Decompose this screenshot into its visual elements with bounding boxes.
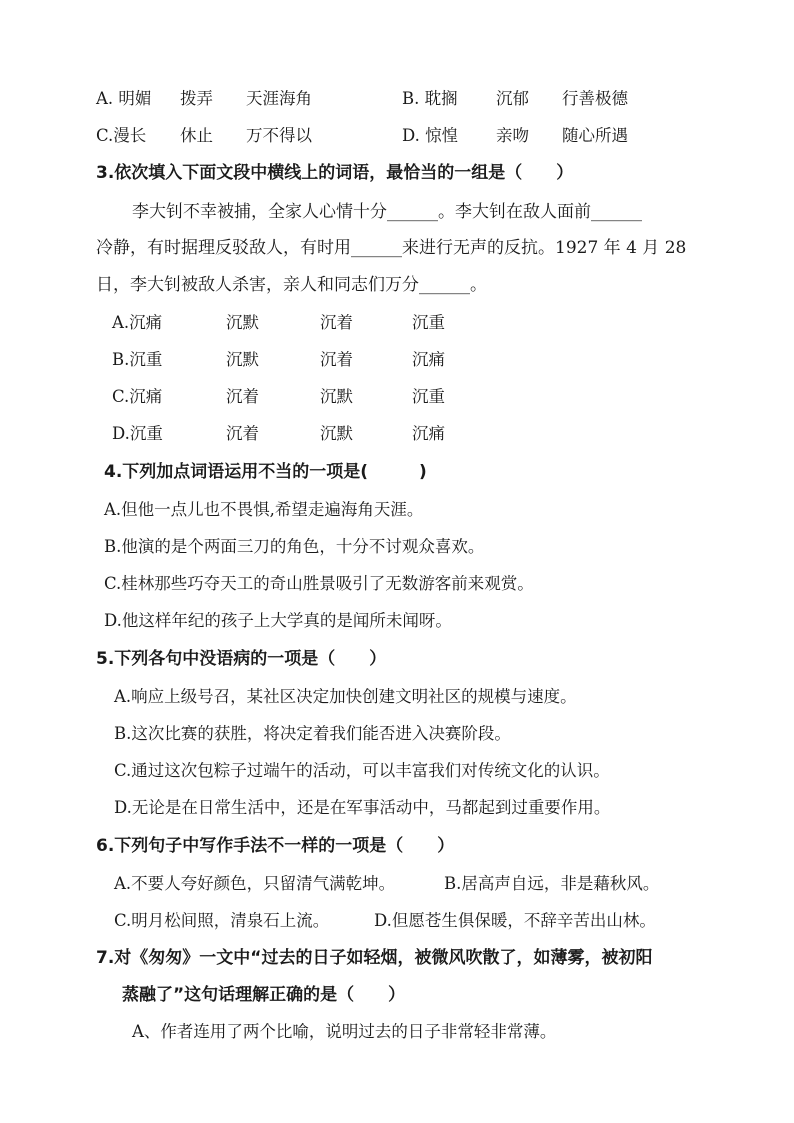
prev-option-d-word3: 随心所遇 [562,126,628,145]
question-3-option-c-word4: 沉重 [412,387,445,406]
question-5-option-b: B.这次比赛的获胜，将决定着我们能否进入决赛阶段。 [114,724,511,743]
prev-option-b-word1: B. 耽搁 [402,89,458,108]
question-3-option-d-word2: 沉着 [226,424,259,443]
prev-option-c-word3: 万不得以 [246,126,312,145]
question-3-option-b-word2: 沉默 [226,350,259,369]
question-7-option-a: A、作者连用了两个比喻，说明过去的日子非常轻非常薄。 [132,1022,557,1041]
question-7-stem-line2: 蒸融了”这句话理解正确的是（ ） [122,985,406,1005]
question-4-option-b: B.他演的是个两面三刀的角色，十分不讨观众喜欢。 [104,537,485,556]
question-3-option-b-word1: B.沉重 [112,350,163,369]
question-3-option-c-word3: 沉默 [320,387,353,406]
question-5-option-d: D.无论是在日常生活中，还是在军事活动中，马都起到过重要作用。 [114,798,611,817]
question-3-passage-line: 冷静，有时据理反驳敌人，有时用______来进行无声的反抗。1927 年 4 月 28 [96,238,687,258]
question-3-option-a-word4: 沉重 [412,313,445,332]
question-6-stem: 6.下列句子中写作手法不一样的一项是（ ） [96,836,455,856]
question-4-option-a: A.但他一点儿也不畏惧,希望走遍海角天涯。 [104,500,424,519]
question-3-option-a-word2: 沉默 [226,313,259,332]
question-3-passage-line: 李大钊不幸被捕，全家人心情十分______。李大钊在敌人面前______ [132,202,642,222]
question-4-option-c: C.桂林那些巧夺天工的奇山胜景吸引了无数游客前来观赏。 [104,574,534,593]
question-4-stem: 4.下列加点词语运用不当的一项是( ) [104,462,427,482]
question-5-option-c: C.通过这次包粽子过端午的活动，可以丰富我们对传统文化的认识。 [114,761,610,780]
question-3-option-b-word3: 沉着 [320,350,353,369]
question-5-option-a: A.响应上级号召，某社区决定加快创建文明社区的规模与速度。 [114,687,577,706]
prev-option-c-word1: C.漫长 [96,126,147,145]
question-6-option-a: A.不要人夸好颜色，只留清气满乾坤。 [114,874,396,893]
question-3-option-a-word1: A.沉痛 [112,313,163,332]
prev-option-d-word2: 亲吻 [496,126,529,145]
question-3-passage-line: 日，李大钊被敌人杀害，亲人和同志们万分______。 [96,275,487,295]
question-7-stem-line1: 7.对《匆匆》一文中“过去的日子如轻烟，被微风吹散了，如薄雾，被初阳 [96,948,653,968]
question-4-option-d: D.他这样年纪的孩子上大学真的是闻所未闻呀。 [104,611,452,630]
question-6-option-b: B.居高声自远，非是藉秋风。 [444,874,660,893]
prev-option-a-word3: 天涯海角 [246,89,312,108]
question-3-stem: 3.依次填入下面文段中横线上的词语，最恰当的一组是（ ） [96,163,574,183]
prev-option-a-word2: 拨弄 [180,89,213,108]
question-3-option-d-word4: 沉痛 [412,424,445,443]
prev-option-d-word1: D. 惊惶 [402,126,459,145]
question-6-option-c: C.明月松间照，清泉石上流。 [114,911,330,930]
question-6-option-d: D.但愿苍生俱保暖，不辞辛苦出山林。 [374,911,656,930]
prev-option-a-word1: A. 明媚 [96,89,152,108]
prev-option-b-word2: 沉郁 [496,89,529,108]
question-3-option-c-word1: C.沉痛 [112,387,163,406]
prev-option-c-word2: 休止 [180,126,213,145]
prev-option-b-word3: 行善极德 [562,89,628,108]
question-3-option-c-word2: 沉着 [226,387,259,406]
question-5-stem: 5.下列各句中没语病的一项是（ ） [96,649,387,669]
question-3-option-d-word1: D.沉重 [112,424,163,443]
question-3-option-d-word3: 沉默 [320,424,353,443]
question-3-option-b-word4: 沉痛 [412,350,445,369]
question-3-option-a-word3: 沉着 [320,313,353,332]
